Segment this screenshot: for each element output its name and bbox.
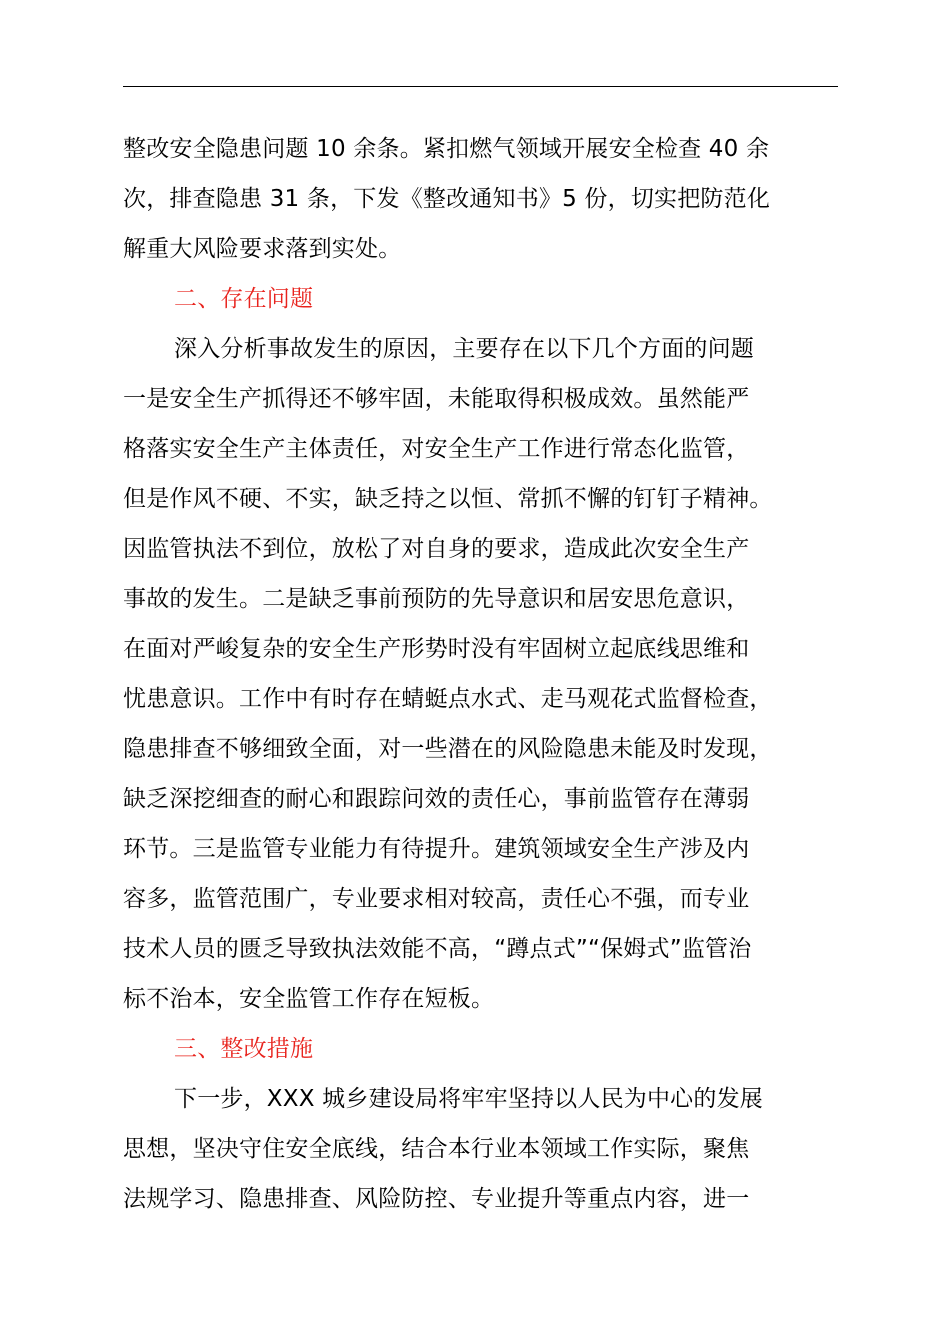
paragraph-line: 缺乏深挖细查的耐心和跟踪问效的责任心，事前监管存在薄弱 [123, 786, 750, 812]
paragraph-line: 下一步，XXX 城乡建设局将牢牢坚持以人民为中心的发展 [174, 1086, 763, 1112]
paragraph-line: 技术人员的匮乏导致执法效能不高，“蹲点式”“保姆式”监管治 [123, 936, 752, 962]
paragraph-line: 格落实安全生产主体责任，对安全生产工作进行常态化监管， [123, 436, 750, 462]
section-heading-problems: 二、存在问题 [174, 286, 314, 312]
paragraph-line: 容多，监管范围广，专业要求相对较高，责任心不强，而专业 [123, 886, 750, 912]
header-rule [123, 86, 838, 87]
paragraph-line: 隐患排查不够细致全面，对一些潜在的风险隐患未能及时发现， [123, 736, 773, 762]
paragraph-line: 环节。三是监管专业能力有待提升。建筑领域安全生产涉及内 [123, 836, 750, 862]
paragraph-line: 次，排查隐患 31 条，下发《整改通知书》5 份，切实把防范化 [123, 186, 771, 212]
document-body [123, 124, 863, 1224]
paragraph-line: 法规学习、隐患排查、风险防控、专业提升等重点内容，进一 [123, 1186, 750, 1212]
paragraph-line: 忧患意识。工作中有时存在蜻蜓点水式、走马观花式监督检查， [123, 686, 773, 712]
paragraph-line: 一是安全生产抓得还不够牢固，未能取得积极成效。虽然能严 [123, 386, 750, 412]
section-heading-measures: 三、整改措施 [174, 1036, 314, 1062]
paragraph-line: 因监管执法不到位，放松了对自身的要求，造成此次安全生产 [123, 536, 750, 562]
paragraph-line: 思想，坚决守住安全底线，结合本行业本领域工作实际，聚焦 [123, 1136, 750, 1162]
paragraph-line: 整改安全隐患问题 10 余条。紧扣燃气领域开展安全检查 40 余 [123, 136, 770, 162]
paragraph-line: 标不治本，安全监管工作存在短板。 [123, 986, 495, 1012]
paragraph-line: 但是作风不硬、不实，缺乏持之以恒、常抓不懈的钉钉子精神。 [123, 486, 773, 512]
paragraph-line: 深入分析事故发生的原因，主要存在以下几个方面的问题 [174, 336, 754, 362]
paragraph-line: 在面对严峻复杂的安全生产形势时没有牢固树立起底线思维和 [123, 636, 750, 662]
paragraph-line: 解重大风险要求落到实处。 [123, 236, 402, 262]
paragraph-line: 事故的发生。二是缺乏事前预防的先导意识和居安思危意识， [123, 586, 750, 612]
